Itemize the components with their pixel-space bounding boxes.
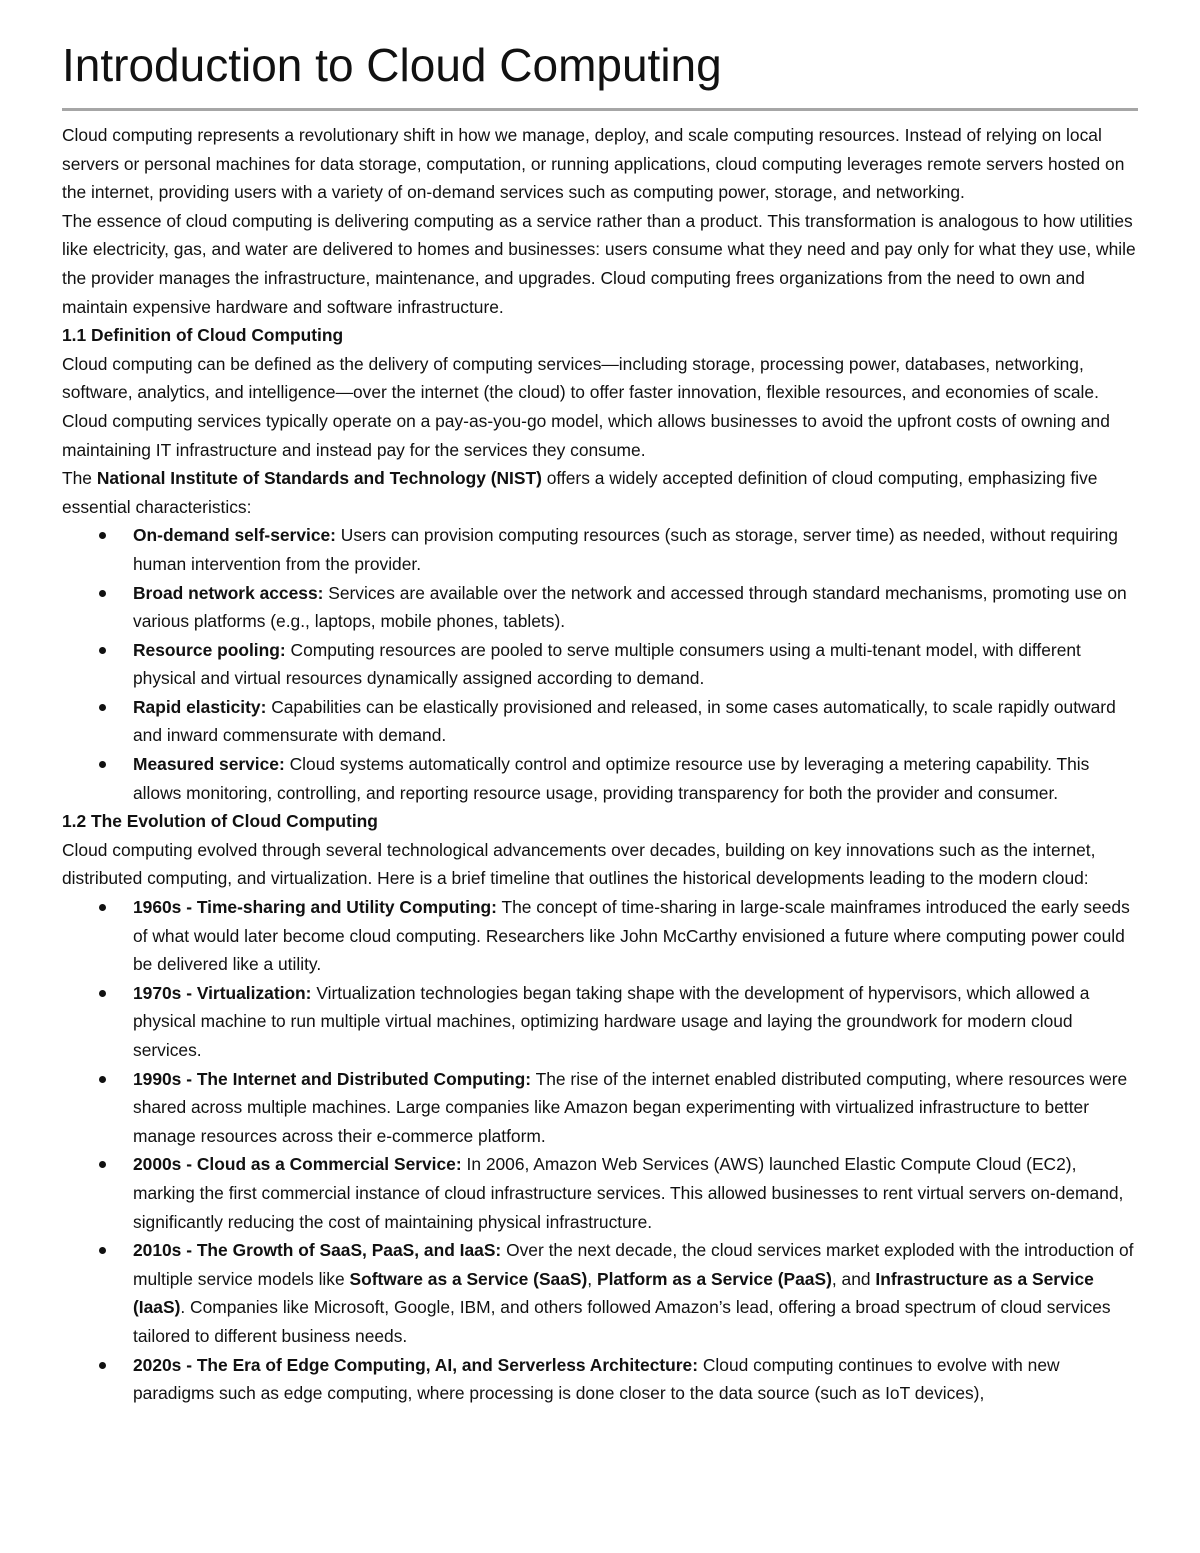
bullet-icon	[99, 761, 106, 768]
list-item	[133, 1065, 1140, 1151]
list-item-text: Services are available over the network and accessed through standard mechanisms, promoting use on various platforms (e.g., laptops, mobile phones, tablets).	[133, 582, 1127, 632]
list-item-term: On-demand self-service:	[133, 525, 336, 546]
section-heading-evolution: 1.2 The Evolution of Cloud Computing	[62, 811, 378, 832]
bullet-icon	[99, 1076, 106, 1083]
bullet-icon	[99, 647, 106, 654]
list-item-text: Users can provision computing resources (such as storage, server time) as needed, without requiring human intervention from the provider.	[133, 525, 1118, 574]
list-item-term: Broad network access:	[133, 582, 324, 603]
list-item-term: Resource pooling:	[133, 639, 286, 660]
list-item-text: Cloud systems automatically control and optimize resource use by leveraging a metering capability. This allows monitoring, controlling, and reporting resource usage, providing transparency for both the provider and consumer.	[133, 754, 1090, 803]
service-model-iaas: Infrastructure as a Service (IaaS)	[133, 1268, 1094, 1318]
evolution-paragraph: Cloud computing evolved through several technological advancements over decades, building on key innovations such as the internet, distributed computing, and virtualization. Here is a brief timeline that outlines the historical developments leading to the modern cloud:	[62, 839, 1096, 889]
service-model-saas: Software as a Service (SaaS)	[349, 1268, 588, 1289]
list-item-term: 1970s - Virtualization:	[133, 982, 312, 1003]
list-item-term: Rapid elasticity:	[133, 696, 267, 717]
service-model-paas: Platform as a Service (PaaS)	[596, 1268, 832, 1289]
bullet-icon	[99, 990, 106, 997]
list-item-text: Cloud computing continues to evolve with new paradigms such as edge computing, where processing is done closer to the data source (such as IoT devices),	[133, 1354, 1060, 1404]
list-item-text: . Companies like Microsoft, Google, IBM, and others followed Amazon’s lead, offering a broad spectrum of cloud services tailored to different business needs.	[133, 1297, 1111, 1346]
list-item	[133, 693, 1140, 750]
list-item-text: , and	[831, 1268, 876, 1289]
list-item	[133, 1236, 1140, 1350]
bullet-icon	[99, 1247, 106, 1254]
bullet-icon	[99, 1161, 106, 1168]
document-title: Introduction to Cloud Computing	[62, 39, 722, 91]
list-item	[133, 521, 1140, 578]
intro-paragraph-2: The essence of cloud computing is delivering computing as a service rather than a product. This transformation is analogous to how utilities like electricity, gas, and water are delivered to homes and businesses: users consume what they need and pay only for what they use, while the provider manages the infrastructure, maintenance, and upgrades. Cloud computing frees organizations from the need to own and maintain expensive hardware and software infrastructure.	[62, 210, 1136, 317]
list-item-term: 1990s - The Internet and Distributed Computing:	[133, 1068, 532, 1089]
bullet-icon	[99, 590, 106, 597]
list-item-term: 1960s - Time-sharing and Utility Computing:	[133, 897, 497, 918]
bullet-icon	[99, 704, 106, 711]
list-item-text: Virtualization technologies began taking shape with the development of hypervisors, which allowed a physical machine to run multiple virtual machines, optimizing hardware usage and laying the groundwork for modern cloud services.	[133, 982, 1090, 1060]
list-item	[133, 750, 1140, 807]
definition-paragraph: Cloud computing can be defined as the delivery of computing services—including storage, processing power, databases, networking, software, analytics, and intelligence—over the internet (the cloud) to offer faster innovation, flexible resources, and economies of scale. Cloud computing services typically operate on a pay-as-you-go model, which allows businesses to avoid the upfront costs of owning and maintaining IT infrastructure and instead pay for the services they consume.	[62, 353, 1110, 460]
list-item-text: Computing resources are pooled to serve multiple consumers using a multi-tenant model, with different physical and virtual resources dynamically assigned according to demand.	[133, 639, 1081, 689]
nist-name: National Institute of Standards and Technology (NIST)	[96, 468, 542, 489]
list-item	[133, 893, 1140, 979]
list-item-term: 2010s - The Growth of SaaS, PaaS, and IaaS:	[133, 1240, 502, 1261]
list-item-text: Capabilities can be elastically provisioned and released, in some cases automatically, to scale rapidly outward and inward commensurate with demand.	[133, 696, 1116, 746]
list-item	[133, 1351, 1140, 1408]
section-heading-definition: 1.1 Definition of Cloud Computing	[62, 325, 344, 346]
list-item	[133, 579, 1140, 636]
bullet-icon	[99, 904, 106, 911]
intro-paragraph-1: Cloud computing represents a revolutionary shift in how we manage, deploy, and scale computing resources. Instead of relying on local servers or personal machines for data storage, computation, or running applications, cloud computing leverages remote servers hosted on the internet, providing users with a variety of on-demand services such as computing power, storage, and networking.	[62, 125, 1125, 203]
list-item-text: Over the next decade, the cloud services market exploded with the introduction of multiple service models like	[133, 1240, 1134, 1289]
bullet-icon	[99, 1362, 106, 1369]
list-item-term: Measured service:	[133, 754, 285, 775]
list-item	[133, 979, 1140, 1065]
document-body	[62, 121, 1140, 1408]
nist-suffix: offers a widely accepted definition of cloud computing, emphasizing five essential characteristics:	[62, 468, 1098, 517]
list-item-term: 2020s - The Era of Edge Computing, AI, and Serverless Architecture:	[133, 1354, 699, 1375]
title-divider	[62, 108, 1138, 111]
characteristics-list	[62, 521, 1140, 807]
nist-prefix: The	[62, 468, 97, 489]
list-item	[133, 1150, 1140, 1236]
bullet-icon	[99, 532, 106, 539]
document-page	[62, 34, 1140, 1408]
list-item-text: The concept of time-sharing in large-scale mainframes introduced the early seeds of what would later become cloud computing. Researchers like John McCarthy envisioned a future where computing power could be delivered like a utility.	[133, 897, 1130, 975]
list-item-term: 2000s - Cloud as a Commercial Service:	[133, 1154, 462, 1175]
list-item-text: In 2006, Amazon Web Services (AWS) launched Elastic Compute Cloud (EC2), marking the first commercial instance of cloud infrastructure services. This allowed businesses to rent virtual servers on-demand, significantly reducing the cost of maintaining physical infrastructure.	[133, 1154, 1124, 1232]
list-item-text: ,	[587, 1268, 597, 1289]
list-item-text: The rise of the internet enabled distributed computing, where resources were shared across multiple machines. Large companies like Amazon began experimenting with virtualized infrastructure to better manage resources across their e-commerce platform.	[133, 1068, 1128, 1146]
list-item	[133, 636, 1140, 693]
timeline-list	[62, 893, 1140, 1408]
nist-paragraph	[62, 464, 1140, 521]
